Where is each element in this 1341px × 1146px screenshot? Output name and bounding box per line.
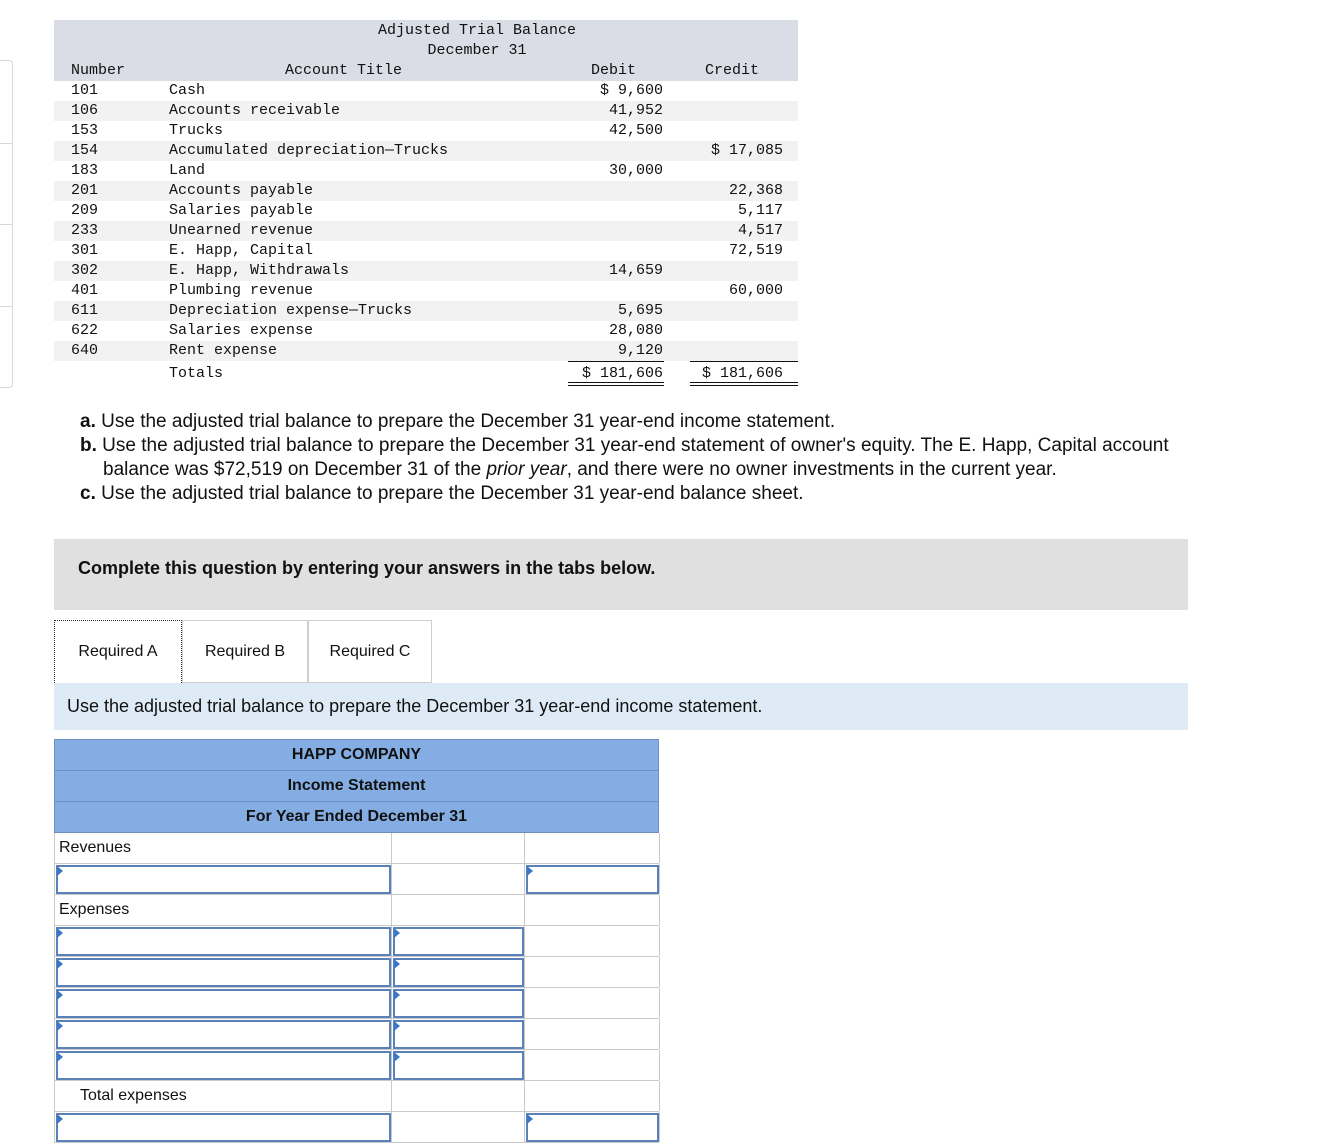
dropdown-marker-icon <box>57 990 63 1000</box>
instructions <box>80 410 1169 506</box>
debit-amount: $ 9,600 <box>599 82 663 99</box>
dropdown-marker-icon <box>394 990 400 1000</box>
prompt-text: Use the adjusted trial balance to prepare the December 31 year-end income statement. <box>67 696 763 716</box>
account-title: E. Happ, Capital <box>169 242 314 259</box>
tab-required-a[interactable]: Required A <box>54 620 182 683</box>
account-title: Salaries payable <box>169 202 314 219</box>
account-number: 302 <box>71 262 99 279</box>
company-name: HAPP COMPANY <box>54 739 659 770</box>
net-income-label-select[interactable] <box>56 1113 391 1142</box>
income-statement-worksheet <box>54 739 659 1143</box>
statement-row <box>55 957 659 988</box>
instruction-b-continued: balance was $72,519 on December 31 of the prior year, and there were no owner investments in the current year. <box>103 459 1057 480</box>
dropdown-marker-icon <box>394 1052 400 1062</box>
banner-text: Complete this question by entering your answers in the tabs below. <box>78 558 656 578</box>
expense-account-select[interactable] <box>56 989 391 1018</box>
account-title: Depreciation expense—Trucks <box>169 302 413 319</box>
account-title: Accounts payable <box>169 182 314 199</box>
statement-period: For Year Ended December 31 <box>54 801 659 833</box>
statement-row <box>55 1081 659 1112</box>
statement-row <box>55 864 659 895</box>
totals-credit: $ 181,606 <box>701 365 783 382</box>
column-number: Number <box>71 62 126 79</box>
trial-balance-row <box>54 321 798 341</box>
adjusted-trial-balance <box>54 20 798 384</box>
account-title: Salaries expense <box>169 322 314 339</box>
dropdown-marker-icon <box>394 928 400 938</box>
totals-row <box>54 361 798 384</box>
statement-row <box>55 988 659 1019</box>
credit-amount: 60,000 <box>728 282 783 299</box>
account-title: Cash <box>169 82 206 99</box>
tab-required-b[interactable]: Required B <box>182 620 308 683</box>
trial-balance-row <box>54 261 798 281</box>
statement-row <box>55 1050 659 1081</box>
debit-amount: 9,120 <box>617 342 663 359</box>
debit-amount: 28,080 <box>608 322 663 339</box>
account-number: 154 <box>71 142 99 159</box>
expense-amount-input[interactable] <box>393 1051 524 1080</box>
trial-balance-row <box>54 341 798 361</box>
column-account-title: Account Title <box>285 62 403 79</box>
dropdown-marker-icon <box>57 1021 63 1031</box>
expense-account-select[interactable] <box>56 1051 391 1080</box>
expense-account-select[interactable] <box>56 927 391 956</box>
account-number: 611 <box>71 302 99 319</box>
instruction-banner <box>54 539 1188 610</box>
trial-balance-row <box>54 241 798 261</box>
account-number: 233 <box>71 222 99 239</box>
dropdown-marker-icon <box>527 866 533 876</box>
account-title: E. Happ, Withdrawals <box>169 262 350 279</box>
account-title: Land <box>169 162 206 179</box>
account-number: 301 <box>71 242 99 259</box>
account-title: Plumbing revenue <box>169 282 314 299</box>
tab-prompt <box>54 683 1188 730</box>
statement-title: Income Statement <box>54 770 659 801</box>
trial-balance-title: Adjusted Trial Balance <box>377 22 577 39</box>
account-number: 106 <box>71 102 99 119</box>
revenue-amount-input[interactable] <box>526 865 659 894</box>
account-title: Trucks <box>169 122 224 139</box>
column-credit: Credit <box>705 62 760 79</box>
trial-balance-header <box>54 20 798 81</box>
statement-row <box>55 926 659 957</box>
dropdown-marker-icon <box>527 1114 533 1124</box>
instruction-b: b. Use the adjusted trial balance to prepare the December 31 year-end statement of owner's equity. The E. Happ, Capital account <box>80 435 1169 456</box>
tab-required-c[interactable]: Required C <box>308 620 432 683</box>
statement-row <box>55 1019 659 1050</box>
expenses-label: Expenses <box>59 901 130 918</box>
instruction-c: c. Use the adjusted trial balance to prepare the December 31 year-end balance sheet. <box>80 483 804 504</box>
dropdown-marker-icon <box>57 928 63 938</box>
trial-balance-row <box>54 81 798 101</box>
statement-row <box>55 833 659 864</box>
account-number: 201 <box>71 182 99 199</box>
revenues-label: Revenues <box>59 839 132 856</box>
credit-amount: 5,117 <box>737 202 783 219</box>
account-title: Accounts receivable <box>169 102 341 119</box>
account-title: Unearned revenue <box>169 222 314 239</box>
net-income-amount-input[interactable] <box>526 1113 659 1142</box>
totals-debit: $ 181,606 <box>581 365 663 382</box>
trial-balance-row <box>54 121 798 141</box>
account-title: Rent expense <box>169 342 278 359</box>
trial-balance-row <box>54 181 798 201</box>
trial-balance-row <box>54 141 798 161</box>
left-panel-edge <box>0 60 13 388</box>
trial-balance-row <box>54 221 798 241</box>
account-number: 640 <box>71 342 99 359</box>
debit-amount: 41,952 <box>608 102 663 119</box>
credit-amount: 72,519 <box>728 242 783 259</box>
credit-amount: 22,368 <box>728 182 783 199</box>
account-number: 183 <box>71 162 99 179</box>
account-number: 209 <box>71 202 99 219</box>
expense-account-select[interactable] <box>56 1020 391 1049</box>
debit-amount: 30,000 <box>608 162 663 179</box>
trial-balance-row <box>54 161 798 181</box>
debit-amount: 42,500 <box>608 122 663 139</box>
dropdown-marker-icon <box>57 1114 63 1124</box>
expense-amount-input[interactable] <box>393 1020 524 1049</box>
statement-grid <box>54 833 659 1143</box>
column-debit: Debit <box>591 62 637 79</box>
expense-amount-input[interactable] <box>393 958 524 987</box>
dropdown-marker-icon <box>57 959 63 969</box>
account-number: 101 <box>71 82 99 99</box>
trial-balance-row <box>54 101 798 121</box>
trial-balance-row <box>54 281 798 301</box>
dropdown-marker-icon <box>57 866 63 876</box>
statement-row <box>55 895 659 926</box>
expense-account-select[interactable] <box>56 958 391 987</box>
totals-label: Totals <box>169 365 224 382</box>
debit-amount: 14,659 <box>608 262 663 279</box>
credit-amount: 4,517 <box>737 222 783 239</box>
dropdown-marker-icon <box>394 1021 400 1031</box>
trial-balance-row <box>54 301 798 321</box>
account-number: 153 <box>71 122 99 139</box>
dropdown-marker-icon <box>57 1052 63 1062</box>
total-expenses-label: Total expenses <box>80 1087 187 1104</box>
trial-balance-row <box>54 201 798 221</box>
instruction-a: a. Use the adjusted trial balance to prepare the December 31 year-end income statement. <box>80 411 836 432</box>
credit-amount: $ 17,085 <box>710 142 783 159</box>
dropdown-marker-icon <box>394 959 400 969</box>
account-number: 401 <box>71 282 99 299</box>
revenue-account-select[interactable] <box>56 865 391 894</box>
statement-row <box>55 1112 659 1143</box>
debit-amount: 5,695 <box>617 302 663 319</box>
account-number: 622 <box>71 322 99 339</box>
trial-balance-date: December 31 <box>427 42 527 59</box>
expense-amount-input[interactable] <box>393 927 524 956</box>
account-title: Accumulated depreciation—Trucks <box>169 142 449 159</box>
expense-amount-input[interactable] <box>393 989 524 1018</box>
